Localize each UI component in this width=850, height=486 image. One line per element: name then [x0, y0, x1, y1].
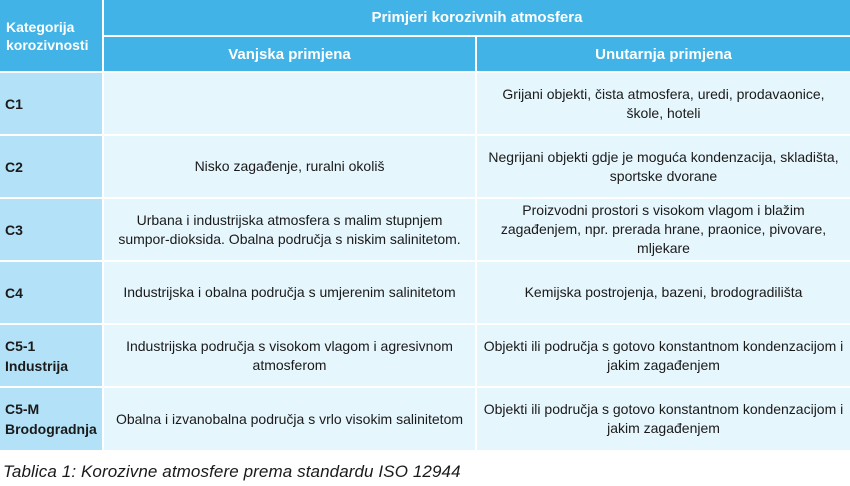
row-indoor: Grijani objekti, čista atmosfera, uredi, prodavaonice, škole, hoteli	[476, 72, 850, 135]
row-outdoor: Urbana i industrijska atmosfera s malim stupnjem sumpor-dioksida. Obalna područja s niskim salinitetom.	[103, 198, 476, 261]
header-outdoor: Vanjska primjena	[103, 36, 476, 72]
row-outdoor: Obalna i izvanobalna područja s vrlo visokim salinitetom	[103, 387, 476, 450]
header-row-sub	[0, 36, 850, 72]
row-indoor: Proizvodni prostori s visokom vlagom i blažim zagađenjem, npr. prerada hrane, praonice, pivovare, mljekare	[476, 198, 850, 261]
row-category: C4	[0, 261, 103, 324]
row-outdoor: Nisko zagađenje, ruralni okoliš	[103, 135, 476, 198]
header-group-title: Primjeri korozivnih atmosfera	[103, 0, 850, 36]
table-caption: Tablica 1: Korozivne atmosfere prema standardu ISO 12944	[3, 462, 461, 481]
table-row	[0, 387, 850, 450]
header-row-top	[0, 0, 850, 36]
row-outdoor: Industrijska i obalna područja s umjerenim salinitetom	[103, 261, 476, 324]
row-outdoor	[103, 72, 476, 135]
row-indoor: Kemijska postrojenja, bazeni, brodogradilišta	[476, 261, 850, 324]
header-category: Kategorija korozivnosti	[0, 0, 103, 72]
row-category: C2	[0, 135, 103, 198]
row-category: C1	[0, 72, 103, 135]
row-category: C3	[0, 198, 103, 261]
row-indoor: Negrijani objekti gdje je moguća kondenzacija, skladišta, sportske dvorane	[476, 135, 850, 198]
table-row	[0, 72, 850, 135]
table-row	[0, 261, 850, 324]
row-indoor: Objekti ili područja s gotovo konstantnom kondenzacijom i jakim zagađenjem	[476, 387, 850, 450]
table-row	[0, 198, 850, 261]
table-row	[0, 135, 850, 198]
row-category: C5-1 Industrija	[0, 324, 103, 387]
row-outdoor: Industrijska područja s visokom vlagom i agresivnom atmosferom	[103, 324, 476, 387]
row-category: C5-M Brodogradnja	[0, 387, 103, 450]
table-row	[0, 324, 850, 387]
row-indoor: Objekti ili područja s gotovo konstantnom kondenzacijom i jakim zagađenjem	[476, 324, 850, 387]
header-indoor: Unutarnja primjena	[476, 36, 850, 72]
